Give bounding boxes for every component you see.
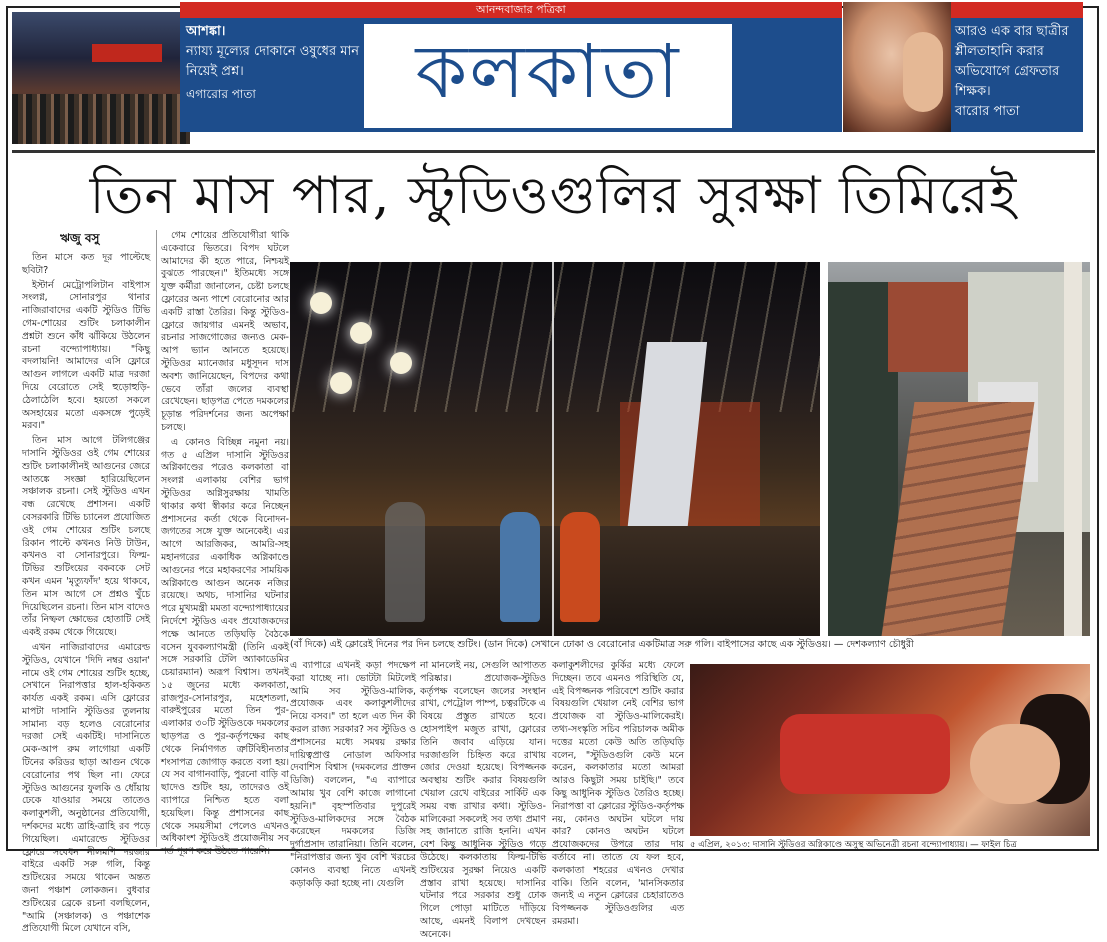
shop-sign [92, 44, 162, 62]
masthead-logo: কলকাতা [415, 29, 681, 115]
paragraph: এ কোনও বিচ্ছিন্ন নমুনা নয়। গত ৫ এপ্রিল দাসানি স্টুডিওর অগ্নিকাণ্ডের পরেও কলকাতা বা সংলগ্ন এলাকায় বেশির ভাগ স্টুডিওর অগ্নিসুরক্ষায় খামতি থাকার কথা স্বীকার করে নিচ্ছেন প্রশাসনের কর্তা থেকে বিনোদন-জগতের সঙ্গে যুক্ত অনেকেই। এর আগে আরজিকর, আমরি-সহ মহানগরের একাধিক অগ্নিকাণ্ডে আগুনের পরে মহাকরণের সাময়িক অগ্নিকাণ্ডে আগুন অনেক নজির রয়েছে। অথচ, দাসানির ঘটনার পরে মুখ্যমন্ত্রী মমতা বন্দ্যোপাধ্যায়ের নির্দেশে স্টুডিও এবং প্রযোজকদের পক্ষে আনতে তড়িঘড়ি বৈঠকে বসেন যুবকল্যাণমন্ত্রী (তিনি একই সঙ্গে সরকারি টেলি অ্যাকাডেমির চেয়ারম্যান) অরূপ বিশ্বাস। তখনই ১৫ জুনের মধ্যে কলকাতা, রাজপুর-সোনারপুর, মহেশতলা, বারুইপুরের মতো তিন পুর-এলাকার ৩০টি স্টুডিওকে দমকলের ছাড়পত্র ও পুর-কর্তৃপক্ষের কাছ থেকে নির্মাণগত ত্রুটিবিহীনতার শংসাপত্র জোগাড় করতে বলা হয়। যে সব বাগানবাড়ি, পুরনো বাড়ি বা ছাদেও শুটিং হয়, তাদেরও ওই ব্যাপারে নিশ্চিত হতে বলা হয়েছিল। কিন্তু প্রশাসনের কাছ থেকে সময়সীমা পেলেও এখনও অধিকাংশ স্টুডিওই প্রয়োজনীয় সব শর্ত পূরণ করে উঠতে পারেনি। [161, 436, 289, 858]
blouse [780, 714, 950, 794]
teaser-right-text: আরও এক বার ছাত্রীর শ্লীলতাহানি করার অভিযোগে গ্রেফতার শিক্ষক। [955, 24, 1069, 99]
headline: তিন মাস পার, স্টুডিওগুলির সুরক্ষা তিমিরেই [89, 166, 1018, 226]
article-column-2 [156, 230, 289, 858]
issue-date: শনিবার ৬ জুলাই ২০১৩ [496, 116, 592, 127]
masthead-red-band [180, 2, 842, 18]
article-column-4: না মানলেই নয়, সেগুলি আপাতত পরিষ্কার। প্রযোজক-স্টুডিও কর্তৃপক্ষ বলেছেন জলের সংস্থান রাখা, পেট্রোল পাম্প, চত্বরটিকে এ বিষয়ে প্রস্তুত রাখতে হবে। হোসপাইপ মজুত রাখা, ফ্লোরের তিনি জবাব এড়িয়ে যান। দরজাগুলি চিহ্নিত করে রাখায় জোর দেওয়া হয়েছে। বিপজ্জনক অবস্থায় শুটিং করার বিষয়গুলি খেয়াল রেখে বাইরের সার্কিট এক সময় বন্ধ রাখার কথা। স্টুডিও-মালিকেরা সকলেই সব তথ্য প্রমাণ সহ জানাতে রাজি হননি। এখন বেশ কিছু আধুনিক স্টুডিও গড়ে উঠেছে। কলকাতায় ফিল্ম-টিভি শুটিংয়ের সুরক্ষা নিয়েও একটি প্রস্তাব রাখা হয়েছে। দাসানির ঘটনার পরে সরকার শুধু ঢোক গিলে পোড়া মাটিতে দাঁড়িয়ে আছে, এমনই বিলাপ দেখছেন অনেকে। [420, 660, 546, 940]
teaser-left-kicker: আশঙ্কা। [186, 24, 226, 39]
teaser-left-photo [12, 12, 190, 144]
photo-caption: (বাঁ দিকে) এই ক্লোরেই দিনের পর দিন চলছে শুটিং। (ডান দিকে) সেখানে ঢোকা ও বেরোনোর একটিমাত্র সরু গলি। বাইপাসের কাছে এক স্টুডিওয়। — দেশকল্যাণ চৌধুরী [290, 639, 914, 650]
person [385, 502, 425, 622]
paragraph: ইস্টার্ন মেট্রোপলিটান বাইপাস সংলগ্ন, সোনারপুর থানার নাজিরাবাদের একটি স্টুডিও টিভি গেম-শোয়ের শুটিং চলাকালীন প্রশ্নটা শুনে কাঁধ ঝাঁকিয়ে উঠলেন রচনা বন্দ্যোপাধ্যায়। "কিছু বদলায়নি! আমাদের এসি ফ্লোরে আগুন লাগলে একটি মাত্র দরজা দিয়ে বেরোতে সেই হুড়োহুড়ি-ঠেলাঠেলি হবে। হয়তো সকলে অসহায়ের মতো একসঙ্গে পুড়েই মরব।" [22, 279, 150, 432]
teaser-right-photo [843, 2, 951, 132]
spotlight [330, 372, 352, 394]
brick-wall [888, 282, 978, 372]
teaser-right-red-band [951, 2, 1083, 18]
masthead-rule [12, 150, 1095, 153]
teaser-left[interactable] [186, 22, 366, 105]
spotlight [390, 352, 412, 374]
spotlight [350, 322, 372, 344]
actress-photo [690, 664, 1090, 836]
photo-divider [552, 262, 554, 636]
studio-floor-photo [290, 262, 820, 636]
crowd [12, 94, 190, 144]
pole [1064, 262, 1082, 636]
studio-floor [290, 526, 820, 636]
teaser-left-text: ন্যায্য মূল্যের দোকানে ওষুধের মান নিয়েই প্রশ্ন। [186, 44, 360, 79]
brick-path [882, 402, 1035, 636]
face [970, 724, 1060, 804]
teaser-right-page: বারোর পাতা [955, 104, 1020, 119]
paragraph: তিন মাস আগে টলিগঞ্জের দাসানি স্টুডিওর ওই গেম শোয়ের শুটিং চলাকালীনই আগুনের জেরে আতঙ্কে সংজ্ঞা হারিয়েছিলেন সঞ্চালক রচনা। সেই স্টুডিও এখন বন্ধ রেখেছে প্রশাসন। একটি বেসরকারি টিভি চ্যানেল প্রযোজিত ওই গেম শোয়ের শুটিং চলছে রিকান পাল্টে কখনও নিউ টাউন, কখনও বা সোনারপুরে। ফিল্ম-টিভির শুটিংয়ের বকবকে সেট কখন এমন 'মৃত্যুফাঁদ' হয়ে থাকবে, তিন মাস আগে সে প্রশ্নও খুঁচে দিয়েছিলেন রচনা। তিন মাস বাদেও তাঁর নিষ্ফল ক্ষোভের হোতাটি সেই একই রকম থেকে গিয়েছে। [22, 435, 150, 639]
paragraph: গেম শোয়ের প্রতিযোগীরা থাকি একেবারে ভিতরে। বিপদ ঘটলে আমাদের কী হতে পারে, নিশ্চয়ই বুঝতে পারছেন।" ইতিমধ্যে সঙ্গে যুক্ত কর্মীরা জানালেন, চেষ্টা চলছে ফ্লোরের অন্য পাশে বেরোনোর আর একটি রাস্তা তৈরির। কিন্তু স্টুডিও-ফ্লোরে জায়গার এমনই অভাব, রচনার সাজগোজের জন্যও মেক-আপ ভ্যান আনতে হয়েছে। স্টুডিওর ম্যানেজার মধুসূদন দাস অবশ্য জানিয়েছেন, বিপদের কথা ভেবে তাঁরা জলের ব্যবস্থা রেখেছেন। ছাড়পত্র পেতে দমকলের চূড়ান্ত পরিদর্শনের জন্য অপেক্ষা চলছে। [161, 230, 289, 433]
article-column-5: কলাকুশলীদের কুর্কির মধ্যে ফেলে দিচ্ছেন। তবে এমনও পরিস্থিতি যে, এই বিপজ্জনক পরিবেশে শুটিং করার বিষয়গুলি খেয়াল নেই বেশির ভাগ প্রযোজক বা স্টুডিও-মালিকেরই। তথ্য-সংস্কৃতি সচিব পরিচালক অমীক দত্তের মতো কেউ অতি তড়িঘড়ি বলেন, "স্টুডিওগুলি কেউ মনে করেন, কলকাতার মতো আমরা আরও কিছুটা সময় চাইছি।" তবে কিছু আধুনিক স্টুডিও তৈরিও হচ্ছে। নিরাপত্তা বা ক্লোরের স্টুডিও-কর্তৃপক্ষ নয়, কোনও অঘটন ঘটলে দায় কার? কোনও অঘটন ঘটলে প্রযোজকদের উপরে তার দায় বর্তাবে না। তাতে যে ফল হবে, কলকাতা শহরের এখনও দেখার বাকি। তিনি বলেন, 'মানসিকতার জন্যই এ নতুন ক্লোরের চেহারাতেও বিপজ্জনক স্টুডিওগুলির এত রমরমা। [552, 660, 684, 927]
bottom-photo-caption: ৫ এপ্রিল, ২০১৩: দাসানি স্টুডিওর অগ্নিকাণ্ডে অসুস্থ অভিনেত্রী রচনা বন্দ্যোপাধ্যায়। — ফাইল চিত্র [690, 840, 1017, 850]
person [560, 512, 600, 622]
hand [903, 32, 943, 112]
teaser-right[interactable] [955, 22, 1085, 122]
paragraph: এখন নাজিরাবাদের এমারেল্ড স্টুডিও, যেখানে 'দিদি নম্বর ওয়ান' নামে ওই গেম শোয়ের শুটিং হচ্ছে, সেখানে নিরাপত্তার হাল-হকিকত কার্যত একই রকম। এসি ফ্লোরের মাপটা দাসানি স্টুডিওর তুলনায় সামান্য বড় হলেও বেরোনোর দরজা সেই একটিই। দাসানিতে মেক-আপ রুম লাগোয়া একটি টিনের করিডর ছাড়া আগুন থেকে বেরোনোর পথ ছিল না। ফেরে স্টুডিও আগুনের ফুলকি ও ধোঁয়ায় ঢেকে যাওয়ার সময়ে তাতেও কলাকুশলী, অনুষ্ঠানের প্রতিযোগী, দর্শকদের মধ্যে ত্রাহি-ত্রাহি রব পড়ে গিয়েছিল। এমারেল্ডে স্টুডিওর ফ্লোরে সবেধন নীলমণি দরজার বাইরে একটি সরু গলি, কিন্তু শুটিংয়ের সময়ে থাকেন অন্তত জনা পঞ্চাশ লোকজন। বুধবার শুটিংয়ের ব্রেকে রচনা বলছিলেন, "আমি (সঞ্চালক) ও পঞ্চাশেক প্রতিযোগী মিলে যেখানে বসি, [22, 641, 150, 935]
person [500, 512, 540, 622]
paragraph: তিন মাসে কত দূর পাল্টেছে ছবিটা? [22, 252, 150, 276]
teaser-left-page: এগারোর পাতা [186, 87, 256, 101]
article-column-3: এ ব্যাপারে এখনই কড়া পদক্ষেপ করা যাচ্ছে না। ভোটটা মিটলেই আমি সব স্টুডিও-মালিক, প্রযোজক এবং কলাকুশলীদের নিয়ে বসব।" তা হলে এত দিন কী করল রাজ্য সরকার? সব স্টুডিও ও প্রশাসনের মধ্যে সমন্বয় রক্ষার দায়িত্বপ্রাপ্ত নোডাল অফিসার দেবাশিস বিশ্বাস (দমকলের প্রাক্তন ডিজি) বললেন, "এ ব্যাপারে আমায় খুব বেশি কাজে লাগানো হয়নি।" বৃহস্পতিবার দুপুরেই স্টুডিও-মালিকদের সঙ্গে বৈঠক করেছেন দমকলের ডিজি দুর্গাপ্রসাদ তারানিয়া। তিনি বলেন, "নিরাপত্তার জন্য খুব বেশি খরচের কোনও ব্যবস্থা নিতে এখনই কড়াকড়ি করা হচ্ছে না। যেগুলি [290, 660, 416, 889]
article-column-1 [22, 252, 150, 935]
brand-line: আনন্দবাজার পত্রিকা [476, 3, 566, 16]
edition-code: XXCE [686, 114, 710, 124]
byline: ঋজু বসু [60, 231, 100, 245]
spotlight [310, 292, 332, 314]
narrow-lane-photo [828, 262, 1090, 636]
